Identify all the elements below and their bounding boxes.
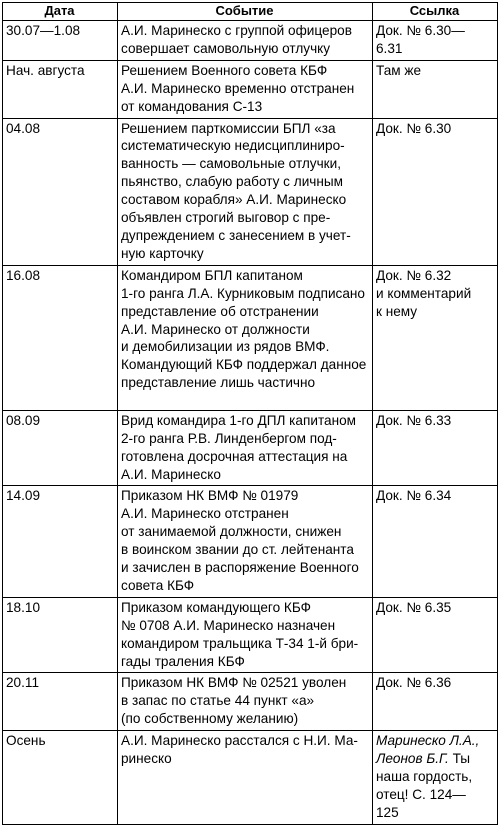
event-line: от командования С-13 xyxy=(121,98,263,114)
ref-line: Док. № 6.33 xyxy=(376,412,452,428)
event-line: ную карточку xyxy=(121,245,204,261)
ref-line: и комментарий xyxy=(376,285,472,301)
event-line: Командиром БПЛ капитаном xyxy=(121,267,303,283)
table-row xyxy=(3,410,498,486)
cell-event xyxy=(118,731,373,825)
event-line: Командующий КБФ поддержал данное xyxy=(121,357,367,373)
event-line: ринеско xyxy=(121,751,172,767)
cell-ref xyxy=(373,60,498,118)
cell-date: 04.08 xyxy=(3,118,118,265)
cell-event xyxy=(118,265,373,410)
ref-line: Леонов Б.Г. Ты xyxy=(376,751,471,767)
cell-event xyxy=(118,60,373,118)
cell-date: 30.07—1.08 xyxy=(3,21,118,61)
ref-author: Леонов Б.Г. xyxy=(376,751,449,767)
event-line: совета КБФ xyxy=(121,577,195,593)
event-line: А.И. Маринеско xyxy=(121,466,221,482)
table-header-row xyxy=(3,3,498,21)
event-line: дупреждением с занесением в учет- xyxy=(121,227,351,243)
cell-ref xyxy=(373,486,498,597)
table-row xyxy=(3,486,498,597)
table-row xyxy=(3,60,498,118)
event-line: пьянство, слабую работу с личным xyxy=(121,174,343,190)
cell-date: 18.10 xyxy=(3,597,118,673)
cell-event xyxy=(118,597,373,673)
event-line: составом корабля» А.И. Маринеско xyxy=(121,192,347,208)
cell-event xyxy=(118,673,373,731)
event-line: готовлена досрочная аттестация на xyxy=(121,448,348,464)
event-line: Врид командира 1-го ДПЛ капитаном xyxy=(121,412,356,428)
cell-event xyxy=(118,21,373,61)
table-row xyxy=(3,673,498,731)
event-line: Решением парткомиссии БПЛ «за xyxy=(121,120,336,136)
ref-line: наша гордость, xyxy=(376,769,473,784)
header-ref: Ссылка xyxy=(373,3,498,21)
event-line: Приказом НК ВМФ № 02521 уволен xyxy=(121,675,347,691)
ref-line: 125 xyxy=(376,804,399,820)
table-row xyxy=(3,731,498,825)
event-line: Приказом командующего КБФ xyxy=(121,599,311,615)
cell-ref xyxy=(373,673,498,731)
event-line: командиром тральщика Т-34 1-й бри- xyxy=(121,635,359,651)
ref-line: Док. № 6.32 xyxy=(376,267,452,283)
ref-line: Там же xyxy=(376,62,422,78)
ref-line: Док. № 6.30 xyxy=(376,120,452,136)
cell-ref xyxy=(373,597,498,673)
event-line: систематическую недисциплиниро- xyxy=(121,138,345,154)
event-line: представление об отстранении xyxy=(121,303,319,319)
table-body xyxy=(3,21,498,825)
cell-date: 16.08 xyxy=(3,265,118,410)
cell-event xyxy=(118,486,373,597)
cell-date: Нач. августа xyxy=(3,60,118,118)
event-line: (по собственному желанию) xyxy=(121,711,299,727)
event-line: совершает самовольную отлучку xyxy=(121,40,331,56)
event-line: в запас по статье 44 пункт «а» xyxy=(121,693,315,709)
event-line: А.И. Маринеско от должности xyxy=(121,321,310,337)
ref-line: Док. № 6.36 xyxy=(376,675,452,691)
table-row xyxy=(3,21,498,61)
event-line: А.И. Маринеско отстранен xyxy=(121,506,289,522)
ref-line: Док. № 6.34 xyxy=(376,488,452,504)
cell-ref xyxy=(373,265,498,410)
ref-line: отец! С. 124— xyxy=(376,786,466,802)
cell-ref xyxy=(373,118,498,265)
event-line: А.И. Маринеско расстался с Н.И. Ма- xyxy=(121,733,358,749)
cell-date: 20.11 xyxy=(3,673,118,731)
ref-line: к нему xyxy=(376,303,418,319)
cell-ref xyxy=(373,410,498,486)
event-line: ванность — самовольные отлучки, xyxy=(121,156,341,172)
cell-ref xyxy=(373,21,498,61)
table-row xyxy=(3,597,498,673)
header-date: Дата xyxy=(3,3,118,21)
event-line: А.И. Маринеско временно отстранен xyxy=(121,80,355,96)
cell-ref xyxy=(373,731,498,825)
cell-date: 14.09 xyxy=(3,486,118,597)
ref-line: 6.31 xyxy=(376,40,403,56)
event-line: объявлен строгий выговор с пре- xyxy=(121,210,331,226)
ref-line: Док. № 6.30— xyxy=(376,23,465,38)
cell-event xyxy=(118,410,373,486)
ref-author: Маринеско Л.А., xyxy=(376,733,480,749)
event-line: Приказом НК ВМФ № 01979 xyxy=(121,488,299,504)
table-row xyxy=(3,265,498,410)
event-line: в воинском звании до ст. лейтенанта xyxy=(121,542,354,558)
ref-line xyxy=(376,732,493,750)
event-line: Решением Военного совета КБФ xyxy=(121,62,328,78)
table-row xyxy=(3,118,498,265)
event-line: от занимаемой должности, снижен xyxy=(121,524,342,540)
event-line: представление лишь частично xyxy=(121,375,316,391)
cell-date: Осень xyxy=(3,731,118,825)
event-line: и демобилизации из рядов ВМФ. xyxy=(121,339,330,355)
header-event: Событие xyxy=(118,3,373,21)
event-line: гады траления КБФ xyxy=(121,653,245,669)
event-line: 2-го ранга Р.В. Линденбергом под- xyxy=(121,430,337,446)
cell-date: 08.09 xyxy=(3,410,118,486)
event-line: А.И. Маринеско с группой офицеров xyxy=(121,23,352,38)
events-table xyxy=(2,2,498,825)
event-line: 1-го ранга Л.А. Курниковым подписано xyxy=(121,285,365,301)
event-line: и зачислен в распоряжение Военного xyxy=(121,560,359,576)
event-line: № 0708 А.И. Маринеско назначен xyxy=(121,617,336,633)
ref-line: Док. № 6.35 xyxy=(376,599,452,615)
cell-event xyxy=(118,118,373,265)
